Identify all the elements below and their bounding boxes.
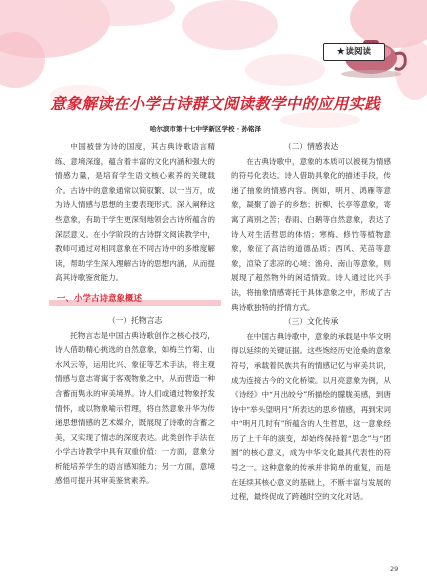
subheading-3: （三）文化传承 — [283, 317, 339, 327]
star-icon: ★ — [336, 47, 345, 57]
subsection-3-text: 在中国古典诗歌中，意象的承载是中华文明得以延续的关键证据。这些饱经历史沧桑的意象符号，承载着民族共有的情感记忆与审美共识，成为连接古今的文化桥梁。以月亮意象为例，从《诗经》中“月出皎兮”所描绘的朦胧美感，到唐诗中“举头望明月”所表达的思乡情感，再到宋词中“明月几时有”所蕴含的人生哲思，这一意象经历了上千年的演变，却始终保持着“思念”与“团圆”的核心意义，成为中华文化最具代表性的符号之一。这种意象的传承并非简单的重复，而是在延续其核心意义的基础上，不断丰富与发展的过程，最终促成了跨越时空的文化对话。 — [231, 331, 391, 502]
section-heading-label: 一、小学古诗意象概述 — [57, 293, 143, 304]
column-tag-label: 读阅读 — [345, 47, 372, 57]
page-number: 29 — [390, 565, 399, 573]
right-column — [231, 140, 391, 505]
decorative-header-art — [0, 0, 427, 140]
article-title: 意象解读在小学古诗群文阅读教学中的应用实践 — [50, 95, 380, 113]
column-tag — [323, 43, 385, 61]
intro-paragraph: 中国被誉为诗的国度，其古典诗歌语言精练、意境深邃，蕴含着丰富的文化内涵和强大的情感力量，是培育学生语文核心素养的关键载介。古诗中的意象通常以简驭繁、以一当万，成为诗人情感与思想的主要表现形式。深入阐释这些意象，有助于学生更深刻地领会古诗所蕴含的深层意义。在小学阶段的古诗群文阅读教学中，教师可通过对相同意象在不同古诗中的多维度解读，帮助学生深入理解古诗的思想内涵，从而提高其诗歌鉴赏能力。 — [55, 142, 215, 283]
subsection-1-text: 托物言志是中国古典诗歌创作之核心技巧，诗人借助精心挑选的自然意象，如梅兰竹菊、山水风云等，运用比兴、象征等艺术手法，将主观情感与意志寄寓于客观物象之中，从而营造一种含蓄而隽永的审美境界。诗人们或通过物象抒发情怀，或以物象喻示哲理，将自然意象升华为传递思想情感的艺术媒介，既展现了诗歌的含蓄之美，又实现了情志的深度表达。此类创作手法在小学古诗教学中具有双重价值：一方面，意象分析能培养学生的语言感知能力；另一方面，意境感悟可提升其审美鉴赏素养。 — [55, 330, 215, 486]
subsection-2-text: 在古典诗歌中，意象的本质可以被视为情感的符号化表达。诗人借助具象化的描述手段，传递了抽象的情感内容。例如，明月、鸿雁等意象，凝聚了游子的乡愁；折柳、长亭等意象，寄寓了离别之苦；春雨、白鹅等自然意象，表达了诗人对生活哲思的体悟；寒梅、修竹等植物意象，象征了高洁的道德品质；西风、芜苗等意象，渲染了悲凉的心境；渔舟、南山等意象，则展现了超然物外的闲适情致。诗人通过比兴手法，将抽象情感寄托于具体意象之中，形成了古典诗歌独特的抒情方式。 — [231, 156, 391, 312]
article-author: 哈尔滨市第十七中学新区学校 · 孙铭泽 — [150, 125, 261, 133]
section-heading — [49, 292, 215, 310]
subheading-1: （一）托物言志 — [107, 315, 163, 325]
subheading-2: （二）情感表达 — [283, 142, 339, 151]
left-column — [55, 140, 215, 489]
